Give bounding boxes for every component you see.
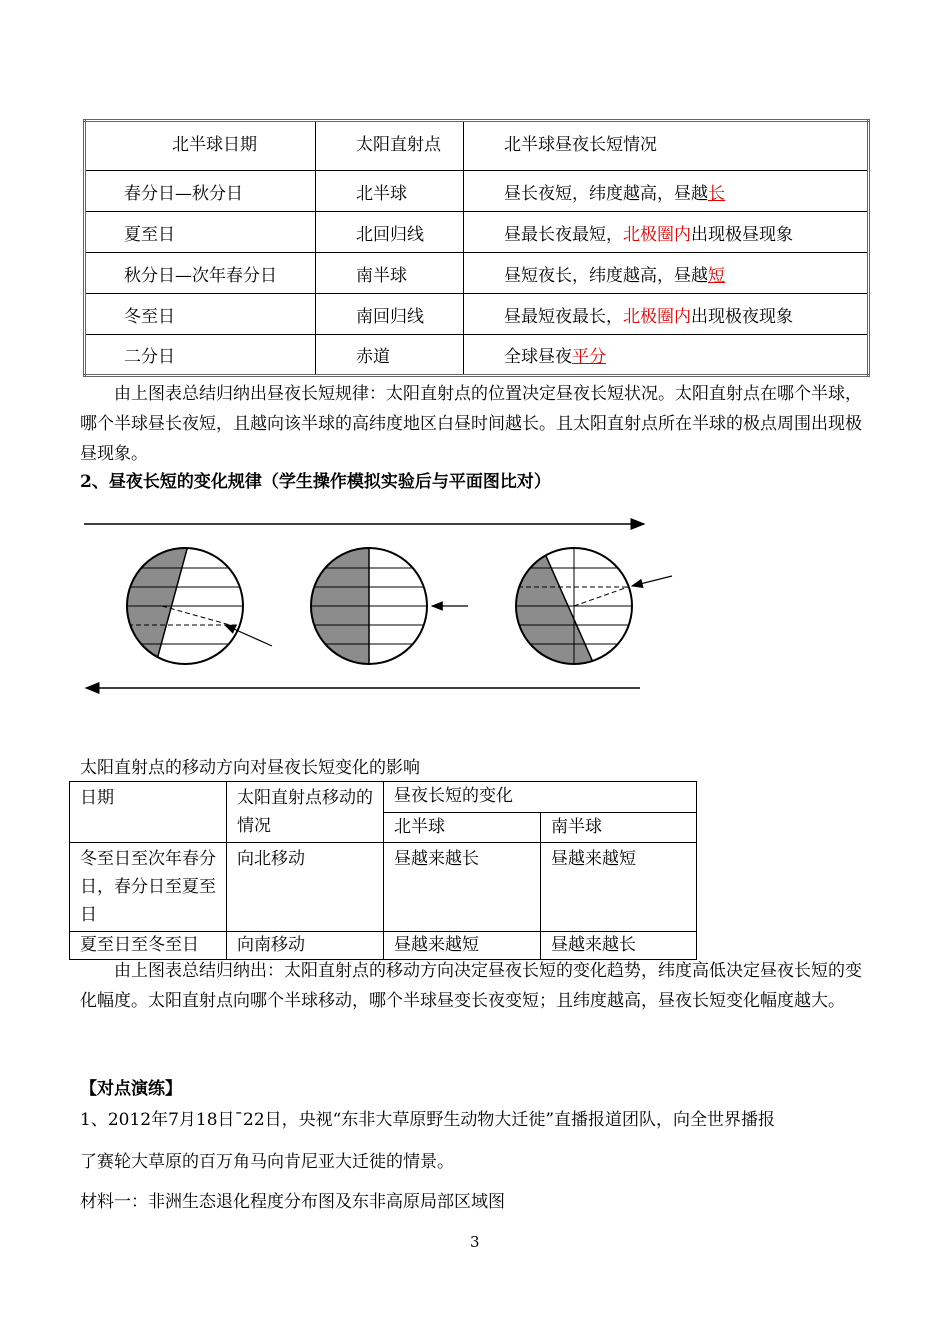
table-row [85,171,869,212]
table2-north-cell: 昼越来越短 [384,932,541,960]
summary-paragraph-1: 由上图表总结归纳出昼夜长短规律：太阳直射点的位置决定昼夜长短状况。太阳直射点在哪个半球，哪个半球昼长夜短，且越向该半球的高纬度地区白昼时间越长。且太阳直射点所在半球的极点周围出现极昼现象。 [80,384,862,464]
table2-date-cell: 夏至日至冬至日 [70,932,227,960]
table2-move-cell: 向北移动 [227,843,384,932]
daylength-table [83,119,867,376]
table1-date-cell: 冬至日 [85,294,316,335]
summary-paragraph-2: 由上图表总结归纳出：太阳直射点的移动方向决定昼夜长短的变化趋势，纬度高低决定昼夜长短的变化幅度。太阳直射点向哪个半球移动，哪个半球昼变长夜变短；且纬度越高，昼夜长短变化幅度越大。 [80,961,862,1011]
table2-move-cell: 向南移动 [227,932,384,960]
table2-header-date: 日期 [70,782,227,843]
table2-header-north: 北半球 [384,812,541,843]
table1-desc-cell: 全球昼夜平分 [464,335,869,376]
table1-desc-cell: 昼最长夜最短，北极圈内出现极昼现象 [464,212,869,253]
table1-header-date: 北半球日期 [85,121,316,171]
table2-header-south: 南半球 [541,812,697,843]
table-row [85,212,869,253]
practice-title: 【对点演练】 [80,1079,182,1099]
table1-desc-cell: 昼长夜短，纬度越高，昼越长 [464,171,869,212]
table1-header-point: 太阳直射点 [316,121,464,171]
table1-point-cell: 赤道 [316,335,464,376]
question-1-line-2: 了赛轮大草原的百万角马向肯尼亚大迁徙的情景。 [80,1152,454,1172]
page-number: 3 [470,1233,480,1251]
table1-point-cell: 南回归线 [316,294,464,335]
globe-winter [500,538,672,678]
day-night-diagram [80,498,680,728]
table1-desc-cell: 昼最短夜最长，北极圈内出现极夜现象 [464,294,869,335]
table1-header-desc: 北半球昼夜长短情况 [464,121,869,171]
globe-equinox [304,538,468,678]
table1-date-cell: 夏至日 [85,212,316,253]
table2-south-cell: 昼越来越长 [541,932,697,960]
globe-summer [110,538,272,678]
table1-date-cell: 秋分日—次年春分日 [85,253,316,294]
table1-date-cell: 春分日—秋分日 [85,171,316,212]
table-row [85,294,869,335]
table-row [85,335,869,376]
table2-header-move: 太阳直射点移动的情况 [227,782,384,843]
movement-table [69,781,696,960]
table1-point-cell: 北回归线 [316,212,464,253]
table2-north-cell: 昼越来越长 [384,843,541,932]
question-1-line-1: 1、2012年7月18日¯22日，央视“东非大草原野生动物大迁徙”直播报道团队，向全世界播报 [80,1110,776,1130]
table-row [70,843,697,932]
table2-south-cell: 昼越来越短 [541,843,697,932]
table-row [85,253,869,294]
table2-caption: 太阳直射点的移动方向对昼夜长短变化的影响 [80,758,420,778]
table1-desc-cell: 昼短夜长，纬度越高，昼越短 [464,253,869,294]
table1-point-cell: 南半球 [316,253,464,294]
table2-date-cell: 冬至日至次年春分日，春分日至夏至日 [70,843,227,932]
table1-date-cell: 二分日 [85,335,316,376]
table1-point-cell: 北半球 [316,171,464,212]
table2-header-change: 昼夜长短的变化 [384,782,697,813]
material-1: 材料一：非洲生态退化程度分布图及东非高原局部区域图 [80,1192,505,1212]
section-heading-2: 2、昼夜长短的变化规律（学生操作模拟实验后与平面图比对） [80,472,551,492]
